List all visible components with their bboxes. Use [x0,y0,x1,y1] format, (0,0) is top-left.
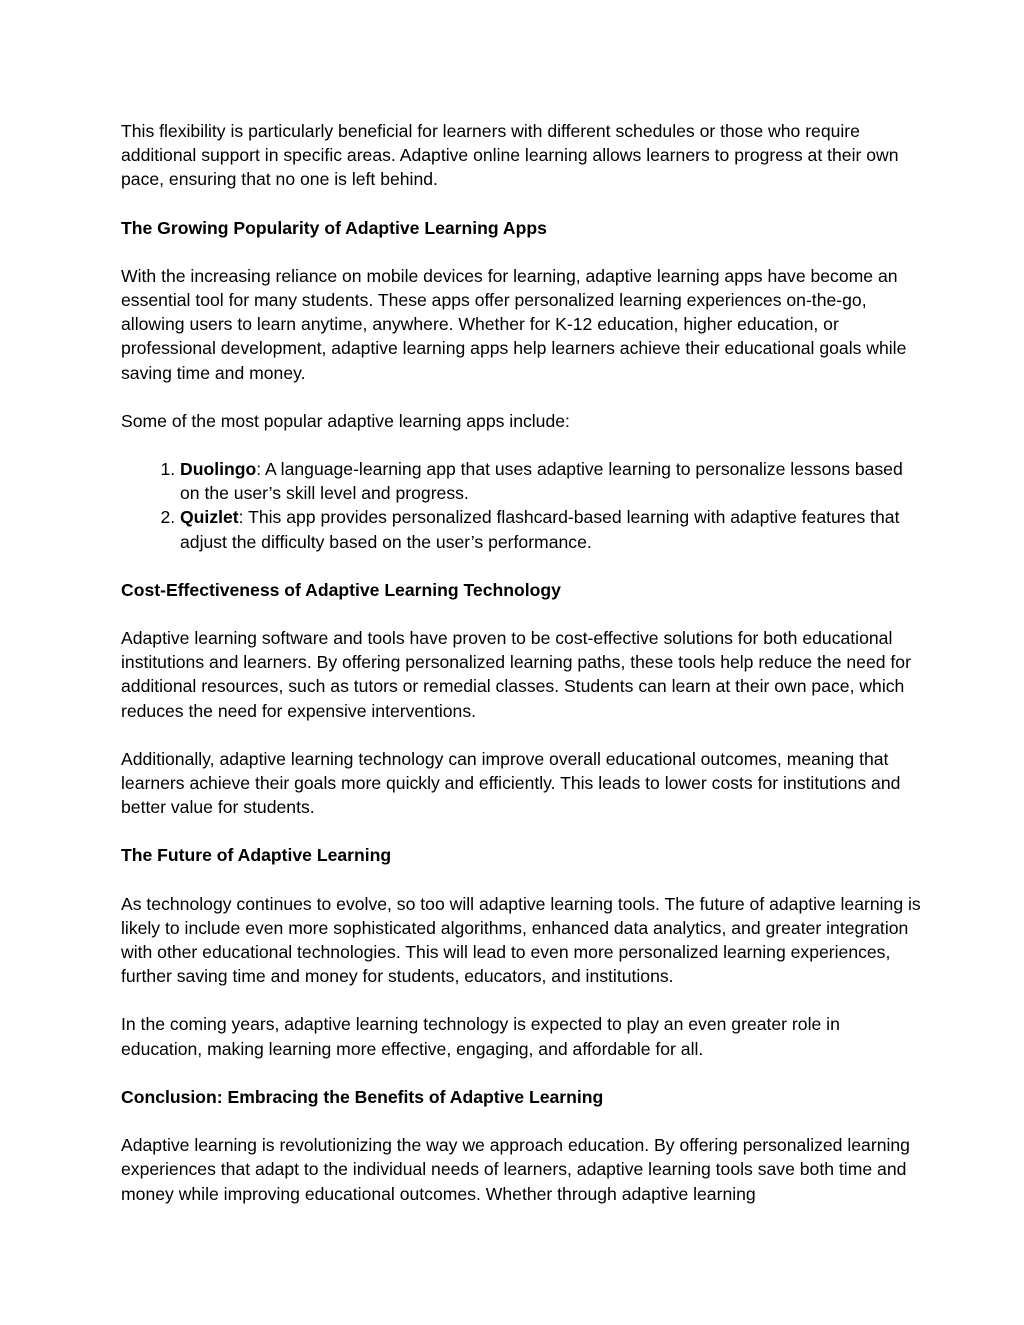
heading-cost-effectiveness: Cost-Effectiveness of Adaptive Learning Technology [121,579,561,600]
list-item-description: : A language-learning app that uses adaptive learning to personalize lessons based on the user’s skill level and progress. [180,459,903,504]
paragraph-cost-effective-solutions: Adaptive learning software and tools have proven to be cost-effective solutions for both educational institutions and learners. By offering personalized learning paths, these tools help reduce the need for additional resources, such as tutors or remedial classes. Students can learn at their own pace, which reduces the need for expensive interventions. [121,628,911,721]
list-item-term: Quizlet [180,507,239,528]
paragraph-mobile-apps: With the increasing reliance on mobile devices for learning, adaptive learning apps have become an essential tool for many students. These apps offer personalized learning experiences on-the-go, allowing users to learn anytime, anywhere. Whether for K-12 education, higher education, or professional development, adaptive learning apps help learners achieve their educational goals while saving time and money. [121,265,907,383]
paragraph-popular-apps-intro: Some of the most popular adaptive learning apps include: [121,410,570,431]
list-item-description: : This app provides personalized flashcard-based learning with adaptive features that adjust the difficulty based on the user’s performance. [180,507,900,552]
paragraph-coming-years: In the coming years, adaptive learning technology is expected to play an even greater role in education, making learning more effective, engaging, and affordable for all. [121,1014,840,1059]
paragraph-conclusion: Adaptive learning is revolutionizing the way we approach education. By offering personalized learning experiences that adapt to the individual needs of learners, adaptive learning tools save both time and money while improving educational outcomes. Whether through adaptive learning [121,1135,910,1204]
heading-future: The Future of Adaptive Learning [121,845,392,866]
list-item [180,505,921,553]
apps-list [121,457,921,554]
paragraph-flexibility: This flexibility is particularly beneficial for learners with different schedules or those who require additional support in specific areas. Adaptive online learning allows learners to progress at their own pace, ensuring that no one is left behind. [121,121,899,190]
heading-conclusion: Conclusion: Embracing the Benefits of Adaptive Learning [121,1086,604,1107]
paragraph-improved-outcomes: Additionally, adaptive learning technology can improve overall educational outcomes, meaning that learners achieve their goals more quickly and efficiently. This leads to lower costs for institutions and better value for students. [121,748,901,818]
document-page [121,119,921,1230]
list-item-term: Duolingo [180,459,257,480]
paragraph-technology-evolves: As technology continues to evolve, so too will adaptive learning tools. The future of adaptive learning is likely to include even more sophisticated algorithms, enhanced data analytics, and greater integration with other educational technologies. This will lead to even more personalized learning experiences, further saving time and money for students, educators, and institutions. [121,893,921,987]
heading-growing-popularity: The Growing Popularity of Adaptive Learning Apps [121,217,547,238]
list-item [180,457,921,505]
